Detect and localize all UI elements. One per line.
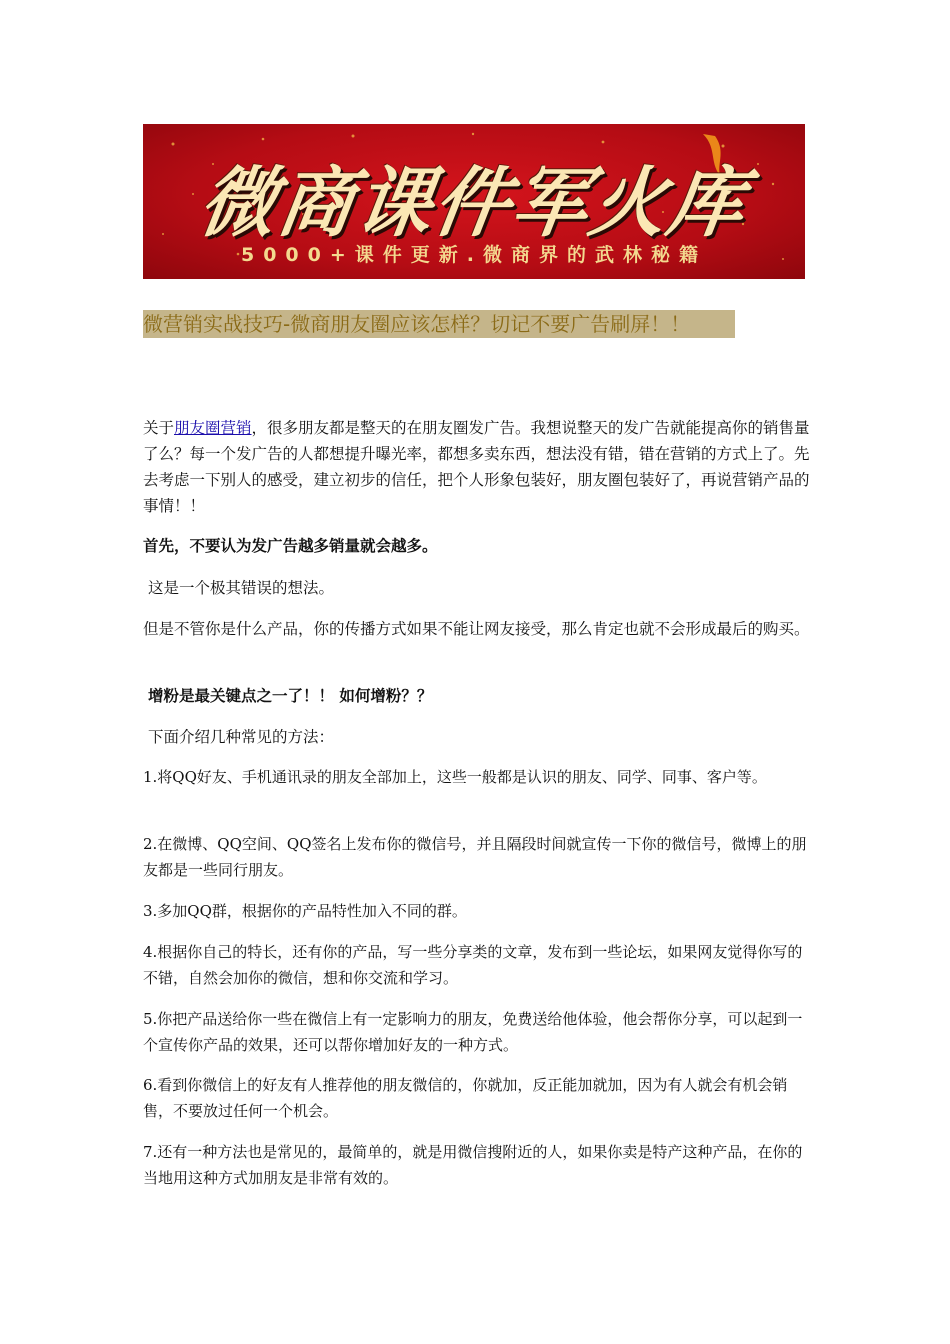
method-item: 6.看到你微信上的好友有人推荐他的朋友微信的，你就加，反正能加就加，因为有人就会有机会销售，不要放过任何一个机会。: [143, 1076, 788, 1120]
intro-prefix: 关于: [143, 419, 175, 437]
regardless-paragraph: 但是不管你是什么产品，你的传播方式如果不能让网友接受，那么肯定也就不会形成最后的购买。: [143, 620, 810, 638]
banner-subtitle: 5000+课件更新.微商界的武林秘籍: [240, 244, 708, 266]
method-item: 5.你把产品送给你一些在微信上有一定影响力的朋友，免费送给他体验，他会帮你分享，可以起到一个宣传你产品的效果，还可以帮你增加好友的一种方式。: [143, 1010, 803, 1054]
wrong-idea-text: 这是一个极其错误的想法。: [148, 579, 335, 597]
method-item: 7.还有一种方法也是常见的，最简单的，就是用微信搜附近的人，如果你卖是特产这种产品，在你的当地用这种方式加朋友是非常有效的。: [143, 1143, 803, 1187]
article-headline: 微营销实战技巧-微商朋友圈应该怎样？切记不要广告刷屏！！: [143, 310, 735, 338]
key-point: 增粉是最关键点之一了！！ 如何增粉？？: [148, 687, 433, 705]
intro-paragraph: [143, 415, 815, 519]
banner-image: [143, 124, 805, 279]
method-item: 4.根据你自己的特长，还有你的产品，写一些分享类的文章，发布到一些论坛，如果网友觉得你写的不错，自然会加你的微信，想和你交流和学习。: [143, 943, 803, 987]
methods-intro: 下面介绍几种常见的方法：: [148, 728, 335, 746]
friend-circle-marketing-link[interactable]: 朋友圈营销: [174, 419, 252, 437]
method-item: 1.将QQ好友、手机通讯录的朋友全部加上，这些一般都是认识的朋友、同学、同事、客户等。: [143, 768, 767, 786]
first-point: 首先，不要认为发广告越多销量就会越多。: [143, 537, 438, 555]
intro-text: ，很多朋友都是整天的在朋友圈发广告。我想说整天的发广告就能提高你的销售量了么？每一个发广告的人都想提升曝光率，都想多卖东西，想法没有错，错在营销的方式上了。先去考虑一下别人的感受，建立初步的信任，把个人形象包装好，朋友圈包装好了，再说营销产品的事情！！: [143, 419, 810, 515]
method-item: 2.在微博、QQ空间、QQ签名上发布你的微信号，并且隔段时间就宣传一下你的微信号，微博上的朋友都是一些同行朋友。: [143, 835, 807, 879]
method-item: 3.多加QQ群，根据你的产品特性加入不同的群。: [143, 902, 467, 920]
banner-title: 微商课件军火库: [193, 158, 753, 247]
